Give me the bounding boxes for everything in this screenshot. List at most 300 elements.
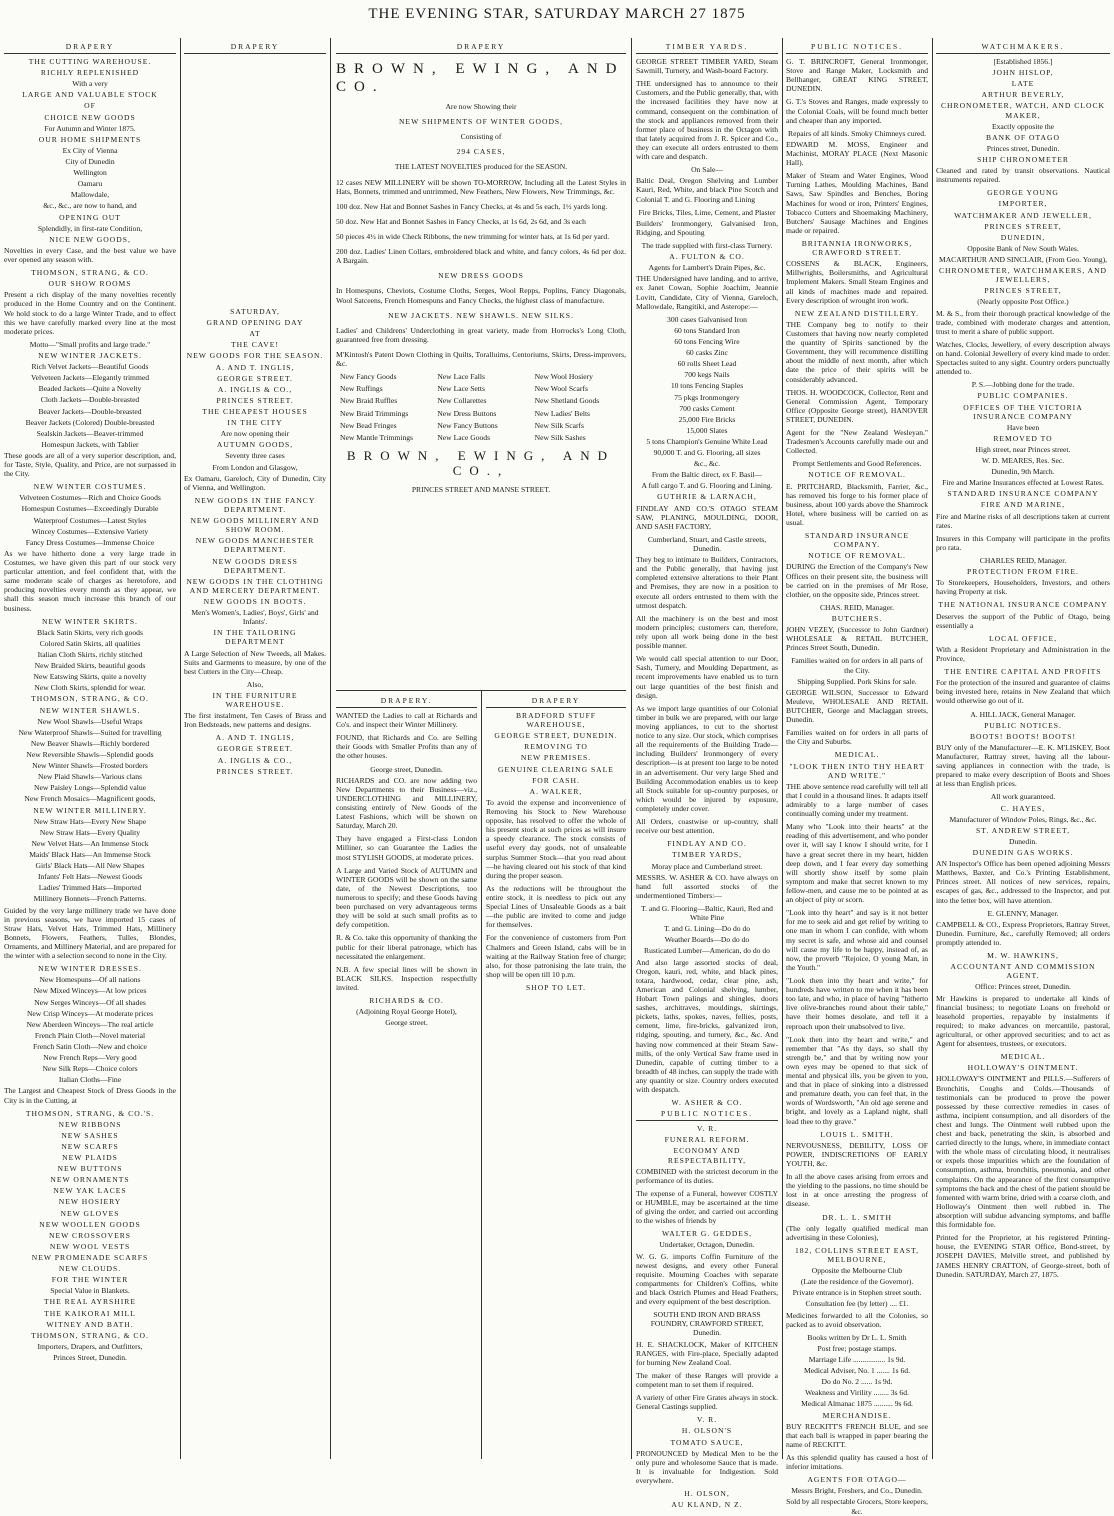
ad-line: CHRONOMETER, WATCHMAKERS, AND JEWELLERS, [938,266,1108,285]
ad-line: Deserves the support of the Public of Otago, being essentially a [936,611,1110,630]
ad-line: ST. ANDREW STREET, [976,825,1070,835]
ad-line: NEW WINTER DRESSES. [38,964,142,974]
ad-line: BOOTS! BOOTS! BOOTS! [969,731,1077,741]
ad-body [4,57,176,1362]
ad-line: A. FULTON & CO. [669,252,745,262]
ad-line: TIMBER YARDS, [671,850,743,860]
ad-line: Seventy three cases [225,451,285,461]
ad-line: THE ENTIRE CAPITAL AND PROFITS [944,667,1102,677]
ad-line: All the machinery is on the best and most modern principles; customers can, therefore, rely upon all work being done in the best possible manner. [636,613,778,651]
ad-line: Marriage Life ................. 1s 9d. [808,1355,906,1364]
table-cell: New Silk Scarfs [534,420,585,430]
ad-line: M'Kintosh's Patent Down Clothing in Quilts, Toralluims, Centoriums, Skirts, Dress-improvers, &c. [336,349,626,369]
ad-line: (Adjoining Royal George Hotel), [356,1007,457,1017]
ad-line: "Look then into thy heart and write," for hundreds have written to me when it has been too late, and who, in place of having "hitherto live olive-branches round about their table," have their homes desolate, and tell it a reproach upon their unabsolved to live. [786,975,928,1031]
ad-line: We would call special attention to our Door, Sash, Turnery, and Moulding Department, as recent improvements have enabled us to turn out large quantities of the best finish and design. [636,654,778,700]
ad-line: MEDICAL. [1000,1052,1046,1062]
ad-line: Sold by all respectable Grocers, Store keepers, &c. [786,1497,928,1516]
drapery-column-inglis [184,40,326,1455]
ad-line: Ex City of Vienna [62,145,118,155]
table-cell: New Braid Ruffles [340,396,398,406]
ad-body [336,102,626,368]
ad-line: New Wool Shawls—Useful Wraps [37,716,143,726]
ad-line: JOHN HISLOP, [992,68,1054,78]
column-heading: WATCHMAKERS. [936,42,1110,54]
table-cell: New Shetland Goods [534,396,600,406]
ad-line: G. T. BRINCROFT, General Ironmonger, Stove and Range Maker, Locksmith and Bellhanger, GREAT KING STREET, DUNEDIN. [786,57,928,94]
ad-line: Waterproof Costumes—Latest Styles [33,515,147,525]
ad-body [786,57,928,1516]
ad-line: Dunedin. [1008,836,1038,846]
ad-line: New Homespuns—Of all nations [39,975,141,985]
ad-line: NEW WOOL VESTS [49,1241,131,1251]
ad-line: Weather Boards—Do do do [664,935,750,945]
ad-line: WATCHMAKER AND JEWELLER, [954,210,1092,220]
ad-line: New Straw Hats—Every Quality [39,827,141,837]
column-heading: DRAPERY [184,42,326,54]
ad-line: THE KAIKORAI MILL [44,1308,136,1318]
ad-line: GEORGE YOUNG [987,188,1059,198]
ad-line: LARGE AND VALUABLE STOCK [22,90,158,100]
ad-line: GEORGE STREET. [217,744,293,754]
ad-line: 182, COLLINS STREET EAST, MELBOURNE, [794,1245,920,1265]
ad-line: The maker of these Ranges will provide a competent man to set them if required. [636,1370,778,1389]
ad-line: Undertaker, Octagon, Dunedin. [659,1240,755,1250]
ad-line: A Large Selection of New Tweeds, all Makes. Suits and Garments to measure, by one of the best Cutters in the City—Cheap. [184,648,326,676]
blank-space [184,57,326,307]
ad-line: Fancy Dress Costumes—Immense Choice [25,537,155,547]
ad-line: W. G. G. imports Coffin Furniture of the newest designs, and every other Funeral requisite. Mourning Coaches with separate compartments for Children's Coffins, white and black Ostrich Plumes and Head Feathers, and every equipment of the best description. [636,1251,778,1307]
ad-line: JOHN VEZEY, (Successor to John Gardner) WHOLESALE & RETAIL BUTCHER, Princes Street South, Dunedin. [786,625,928,653]
ad-line: Weakness and Virility ........ 3s 6d. [805,1388,909,1398]
column-heading: DRAPERY [336,42,626,54]
ad-line: Do do No. 2 ...... 1s 9d. [821,1377,893,1387]
ad-line: M. & S., from their thorough practical knowledge of the trade, combined with moderate charges and attention, trust to merit a share of public support. [936,308,1110,336]
table-cell: New Lace Falls [437,372,485,382]
ad-line: 25,000 Fire Bricks [678,414,736,424]
ad-line: CHAS. REID, Manager. [819,602,895,612]
ad-line: Families waited on for orders in all parts of the City. [791,656,923,675]
ad-line: NEW GOODS FOR THE SEASON. [186,351,324,361]
ad-line: New French Mosaics—Magnificent goods, [24,794,156,804]
ad-line: FOR CASH. [532,775,580,785]
ad-line: NEW ORNAMENTS [50,1175,130,1185]
ad-line: NEW SCARFS [61,1141,119,1151]
ad-line: High street, near Princes street. [975,444,1071,454]
table-cell: New Wool Scarfs [534,384,588,394]
ad-line: NEW GOODS MANCHESTER DEPARTMENT. [195,536,315,555]
ad-line: LOCAL OFFICE, [989,633,1057,643]
ad-line: Homespun Jackets, with Tablier [41,439,139,449]
ad-line: Velveteen Costumes—Rich and Choice Goods [19,493,161,503]
advert-footer-sub: PRINCES STREET AND MANSE STREET. [411,485,551,495]
ad-line: LATE [1011,79,1035,89]
ad-line: ACCOUNTANT AND COMMISSION AGENT. [950,962,1096,981]
ad-line: DUNEDIN GAS WORKS. [972,847,1074,857]
ad-line: PRINCES STREET, [984,221,1062,231]
table-cell: New Bead Fringes [340,420,397,430]
ad-line: NOTICE OF REMOVAL. [808,470,906,480]
ad-line: CAMPBELL & CO., Express Proprietors, Rattray Street, Dunedin. Furniture, &c., carefully Removed; all orders promptly attended to. [936,919,1110,947]
ad-line: The Largest and Cheapest Stock of Dress Goods in the City is in the Cutting, at [4,1086,176,1105]
ad-line: Cleaned and rated by transit observations. Nautical instruments repaired. [936,166,1110,185]
ad-line: "Look then into thy heart and write," and remember that "As thy days, so shall thy strength be," and that by writing now your own eyes may be opened to that sick of mental and physical ills, you be given to you, and that in place of sinking into a distressed and premature death, you can feel that, in the words of Wordsworth, "An old age serene and bright, and lovely as a Lapland night, shall lead thee to thy grave." [786,1034,928,1126]
ad-body [486,711,626,992]
ad-line: Special Value in Blankets. [50,1286,130,1296]
ad-line: AUTUMN GOODS, [216,440,294,450]
ad-line: From the Baltic direct, ex F. Basil— [651,470,763,480]
ad-line: SHOP TO LET. [525,982,587,992]
ad-line: With a Resident Proprietary and Administration in the Province, [936,644,1110,664]
ad-line: Post free; postage stamps. [817,1343,897,1353]
timber-yards-column [636,40,778,1510]
ad-line: GUTHRIE & LARNACH, [657,492,757,502]
ad-line: New French Reps—Very good [43,1053,137,1063]
ad-line: 50 doz. New Hat and Bonnet Sashes in Fancy Checks, at 1s 6d, 2s 6d, and 3s each [336,216,586,226]
ad-line: A. AND T. INGLIS, [215,733,295,743]
ad-line: New Cloth Skirts, splendid for wear. [34,683,146,693]
ad-line: 700 casks Cement [679,403,735,413]
ad-line: Men's Women's, Ladies', Boys', Girls' and Infants'. [191,608,319,627]
ad-line: ARTHUR BEVERLY, [981,90,1065,100]
ad-line: THE Undersigned have landing, and to arrive, ex Janet Cowan, Sophie Joachim, Jeannie Lovitt, Candidate, City of Vienna, Gareloch, Mallowdale, Rangitiki, and Asterope:— [636,274,778,311]
ad-line: New Serges Winceys—Of all shades [34,997,146,1007]
ad-line: THE above sentence read carefully will tell all that I could in a thousand lines. It adapts itself admirably to a large number of cases continually coming under my treatment. [786,781,928,819]
ad-line: French Plain Cloth—Novel material [34,1030,146,1040]
ad-line: COSSENS & BLACK, Engineers, Millwrights, Boilersmiths, and Agricultural Implement Makers. Small Steam Engines and all kinds of machines made and repaired. Every description of wrought iron work. [786,259,928,305]
ad-line: 50 pieces 4½ in wide Check Ribbons, the new trimming for winter hats, at 1s 6d per yard. [336,231,610,241]
ad-line: Builders' Ironmongery, Galvanised Iron, Ridging, and Spouting [636,218,778,237]
ad-line: SATURDAY, [230,307,280,316]
ad-line: 60 casks Zinc [686,348,728,358]
ad-line: On Sale— [691,165,723,175]
ad-line: Agent for the "New Zealand Wesleyan." Tradesmen's Accounts carefully made out and Collected. [786,428,928,456]
ad-line: They have engaged a First-class London Milliner, so can Guarantee the Ladies the most STYLISH GOODS, at moderate prices. [336,834,477,862]
ad-line: 200 doz. Ladies' Linen Collars, embroidered black and white, and fancy colors, 4s 6d per doz. A Bargain. [336,247,626,266]
column-heading: DRAPERY [4,42,176,54]
ad-line: Beaded Jackets—Quite a Novelty [38,384,142,394]
ad-line: As the reductions will be throughout the entire stock, it is needless to pick out any Special Lines of Unsaleable Goods as a bait —the public are invited to come and judge for themselves. [486,883,626,930]
ad-line: Wellington [73,168,107,178]
ad-line: AN Inspector's Office has been opened adjoining Messrs Matthews, Baxter, and Co.'s Printing Establishment, Princes street. All notices of new services, repairs, escapes of gas, &c., addressed to the Inspector, and put into the letter box, will have attention. [936,859,1110,905]
ad-line: BRADFORD STUFF WAREHOUSE, [515,711,597,730]
ad-line: Wincey Costumes—Extensive Variety [31,526,149,536]
ad-line: THOMSON, STRANG, & CO. [31,268,149,278]
ad-line: NEW SHIPMENTS OF WINTER GOODS, [398,117,564,127]
ad-line: NEW RIBBONS [58,1119,122,1129]
ad-line: All work guaranteed. [990,792,1056,802]
ad-line: NOTICE OF REMOVAL. [808,551,906,561]
ad-line: OUR HOME SHIPMENTS [38,134,142,144]
ad-line: NEW DRESS GOODS [438,271,524,281]
ad-line: Splendidly, in first-rate Condition, [37,223,143,233]
ad-line: George street, Dunedin. [370,764,443,774]
ad-line: W. D. MEARES, Res. Sec. [981,456,1065,466]
ad-line: NEW WINTER JACKETS. [38,350,142,360]
ad-line: Fire and Marine risks of all descriptions taken at current rates. [936,511,1110,530]
ad-line: Millinery Bonnets—French Patterns. [33,894,147,904]
ad-line: REMOVING TO [524,742,588,752]
ad-line: 60 tons Standard Iron [674,325,740,335]
ad-line: "Look into thy heart" and say is it not better for me to seek aid and get relief by writing to one man in whom I can confide, with whom my secret is safe, and whose aid and counsel will cause my life to be happy, instead of, as now, the proverb "Rejoice, O young Man, in the Youth." [786,908,928,972]
ad-line: THE CAVE! [231,340,279,350]
ad-line: For Autumn and Winter 1875. [44,123,136,133]
column-rule [180,38,181,1459]
ad-line: NEW JACKETS. NEW SHAWLS. NEW SILKS. [388,310,574,320]
ad-line: PRINCES STREET, [984,286,1062,296]
ad-line: AGENTS FOR OTAGO— [807,1475,907,1485]
ad-line: From London and Glasgow, [212,462,298,472]
ad-line: NEW GOODS IN THE FANCY DEPARTMENT. [194,495,316,514]
ad-line: To Storekeepers, Householders, Investors, and others having Property at risk. [936,578,1110,597]
ad-line: Importers, Drapers, and Outfitters, [37,1341,143,1351]
ad-line: All Orders, coastwise or up-country, shall receive our best attention. [636,817,778,836]
ad-line: P. S.—Jobbing done for the trade. [971,380,1075,390]
ad-line: NEW GOODS MILLINERY AND SHOW ROOM. [190,516,320,535]
ad-line: R. & Co. take this opportunity of thanking the public for their liberal patronage, which has necessitated the enlargement. [336,933,477,961]
ad-line: Present a rich display of the many novelties recently produced in the Home Country and on the Continent. We hold stock to do a large Winter Trade, and to effect this we have carefully marked every line at the most moderate prices. [4,290,176,336]
table-cell: New Lace Setts [437,384,485,394]
ad-line: H. OLSON, [684,1489,730,1499]
ad-line: H. OLSON'S [681,1426,733,1436]
ad-line: Princes Street, Dunedin. [53,1353,127,1363]
ad-line: BUY only of the Manufacturer—E. K. M'LISKEY, Boot Manufacturer, Rattray street, having all the labour-saving appliances in connection with the trade, is prepared to make every description of Boots and Shoes at less than English prices. [936,742,1110,789]
masthead: THE EVENING STAR, SATURDAY MARCH 27 1875 [368,6,746,22]
ad-line: New Eatswing Skirts, quite a novelty [33,672,147,682]
ad-line: NEW CLOUDS. [58,1264,122,1274]
ad-line: A. INGLIS & CO., [217,755,293,765]
ad-line: NEW PROMENADE SCARFS [31,1253,149,1263]
ad-line: FOUND, that Richards and Co. are Selling their Goods with Smaller Profits than any of the other houses. [336,733,477,761]
ad-line: NEW GOODS IN BOOTS. [203,596,307,606]
ad-line: Cloth Jackets—Double-breasted [40,395,140,405]
ad-line: Fire Bricks, Tiles, Lime, Cement, and Plaster [638,207,776,217]
ad-line: NEW BUTTONS [57,1164,123,1174]
ad-line: The trade supplied with first-class Turnery. [641,240,773,250]
ad-line: The expense of a Funeral, however COSTLY or HUMBLE, may be ascertained at the time of giving the order, and carried out according to the wishes of friends by [636,1188,778,1226]
ad-line: 100 doz. New Hat and Bonnet Sashes in Fancy Checks, at 4s and 5s each, 1½ yards long. [336,201,608,211]
richards-advert [336,694,477,1454]
ad-line: THE LATEST NOVELTIES produced for the SEASON. [394,162,568,172]
ad-line: THE NATIONAL INSURANCE COMPANY [938,600,1108,610]
ad-line: T. and G. Lining—Do do do [663,924,751,934]
ad-line: New Waterproof Shawls—Suited for travelling [18,727,162,737]
ad-line: PRINCES STREET. [216,395,294,405]
ad-line: Beaver Jackets—Double-breasted [38,406,142,416]
table-cell: New Fancy Buttons [437,420,498,430]
goods-table [340,372,622,442]
ad-line: ECONOMY AND RESPECTABILITY, [667,1146,747,1165]
ad-line: MEDICAL. [834,750,880,760]
ad-line: As we have hitherto done a very large trade in Costumes, we have given this part of our stock very particular attention, and feel confident that, with the same moderate scale of charges as heretofore, and producing novelties every month as they appear, we shall this season much increase this branch of our business. [4,548,176,613]
ad-body [936,57,1110,1279]
ad-line: NEW SASHES [61,1130,119,1140]
ad-line: WANTED the Ladies to call at Richards and Co's. and inspect their Winter Millinery. [336,711,477,730]
ad-line: Colored Satin Skirts, all qualities [39,638,141,648]
ad-line: LOUIS L. SMITH. [820,1129,894,1139]
ad-line: 10 tons Fencing Staples [670,381,744,391]
ad-line: Velveteen Jackets—Elegantly trimmed [30,373,150,383]
ad-line: New Silk Reps—Choice colors [42,1064,138,1074]
ad-line: French Satin Cloth—New and choice [33,1041,147,1051]
ad-line: NEW PREMISES. [520,753,592,763]
ad-line: FIRE AND MARINE, [980,500,1066,510]
table-cell: New Collarettes [437,396,487,406]
ad-line: CHRONOMETER, WATCH, AND CLOCK MAKER, [940,101,1106,120]
ad-line: FINDLAY AND CO.'S OTAGO STEAM SAW, PLANING, MOULDING, DOOR, AND SASH FACTORY, [636,503,778,531]
ad-line: THE REAL AYRSHIRE [44,1297,136,1307]
ad-line: MACARTHUR AND SINCLAIR, (From Geo. Young), [938,254,1108,264]
brown-ewing-advert [336,40,626,688]
ad-line: 12 cases NEW MILLINERY will be shown TO-MORROW, Including all the Latest Styles in Hats, Bonnets, trimmed and untrimmed, New Feathers, New Flowers, New Trimmings, &c. [336,177,626,196]
ad-line: Maids' Black Hats—An Immense Stock [29,849,151,859]
ad-line: Are now Showing their [445,102,517,111]
ad-line: GRAND OPENING DAY [206,318,304,328]
ad-line: C. HAYES, [1000,803,1046,813]
ad-line: PROTECTION FROM FIRE. [967,567,1079,577]
ad-line: A. INGLIS & CO., [217,384,293,394]
ad-line: NEW CROSSOVERS [48,1230,131,1240]
ad-line: BRITANNIA IRONWORKS, CRAWFORD STREET. [801,238,913,258]
ad-line: NEW WINTER SKIRTS. [42,616,138,626]
ad-line: THOMSON, STRANG, & CO. [31,694,149,704]
ad-line: These goods are all of a very superior description, and, for Taste, Style, Quality, and Price, are not surpassed in the City. [4,450,176,479]
public-notices-column [786,40,928,1516]
ad-line: HOLLOWAY'S OINTMENT and PILLS.—Sufferers of Bronchitis, Coughs and Colds.—Thousands of testimonials can be produced to prove the power possessed by these corrective remedies in cases of asthma, incipient consumption, and all disorders of the chest and lungs. The Ointment well rubbed upon the chest and back, penetrating the skin, is absorbed and carried directly to the lungs, where, in immediate contact with the whole mass of circulating blood, it neutralises or expels those impurities which are the foundation of consumption, asthma, bronchitis, pneumonia, and other complaints. On the appearance of the first consumptive symptoms the back and the chest of the patient should be fomented with warm brine, dried with a coarse cloth, and Holloway's Ointment then well rubbed in. The absorption will subdue advancing symptoms, and baffle this formidable foe. [936,1074,1110,1230]
ad-line: New Winter Shawls—Frosted borders [32,761,148,771]
table-cell: New Ladies' Belts [534,408,591,418]
ad-line: MERCHANDISE. [822,1410,892,1420]
ad-line: 60 rolls Sheet Lead [677,359,737,369]
ad-line: Black Satin Skirts, very rich goods [37,627,143,637]
ad-line: Mallowdale, [70,190,110,200]
ad-line: A. HILL JACK, General Manager. [970,709,1076,719]
ad-line: Are now opening their [220,429,290,439]
watchmakers-column [936,40,1110,1455]
ad-line: Infants' Felt Hats—Newest Goods [37,872,143,882]
ad-line: 15,000 Slates [686,425,728,435]
ad-line: STANDARD INSURANCE COMPANY. [804,531,910,550]
ad-line: Italian Cloths—Fine [58,1075,122,1085]
ad-line: BUY RECKITT'S FRENCH BLUE, and see that each ball is wrapped in paper bearing the name of RECKITT. [786,1421,928,1449]
ad-line: Medical Adviser, No. 1 ....... 1s 6d. [804,1366,910,1376]
table-cell: New Mantle Trimmings [340,432,413,442]
ad-line: Novelties in every Case, and the best value we have ever opened any season with. [4,245,176,264]
ad-line: A full cargo T. and G. Flooring and Lining. [641,481,773,491]
ad-line: Many who "Look into their hearts" at the reading of this advertisement, and who ponder over it, will say I know I should write, for I have a great secret there in my heart, hidden deep down, and I fear every day something will shortly show itself by some plain symptom and make that secret known to my fellow-men, and cause me to be pointed at as an object of pity or scorn. [786,822,928,905]
ad-line: 294 CASES, [456,147,506,157]
ad-line: [Established 1856.] [993,57,1053,66]
ad-line: PUBLIC NOTICES. [984,720,1062,730]
column-rule [782,38,783,1459]
advert-footer-title: BROWN, EWING, AND CO., [346,447,616,479]
ad-line: STANDARD INSURANCE COMPANY [947,489,1099,499]
ad-line: NEW YAK LACES [53,1186,127,1196]
ad-line: For the protection of the insured and guarantee of claims being invested here, retains in New Zealand that which would otherwise go out of it. [936,678,1110,706]
ad-line: For the convenience of customers from Port Chalmers and Green Island, cabs will be in waiting at the Railway Station free of charge; also, for those patronising the late train, the shop will be open till 10 p.m. [486,933,626,979]
ad-line: Maker of Steam and Water Engines, Wood Turning Lathes, Moulding Machines, Band Saws, Saw Spindles and Benches, Boring Machines for wood or iron, Printers' Engines, Tobacco Cutters and Shoemaking Machinery, Butchers' Sausage Machines and Engines made or repaired. [786,171,928,235]
ad-line: 300 cases Galvanised Iron [667,314,747,324]
ad-line: Private entrance is in Stephen street south. [792,1288,922,1298]
ad-line: New Aberdeen Winceys—The real article [26,1019,154,1029]
table-cell: New Wool Hosiery [534,372,593,382]
ad-line: 75 pkgs Ironmongery [674,392,740,402]
ad-line: WITNEY AND BATH. [46,1319,134,1329]
ad-line: CHARLES REID, Manager. [979,556,1067,566]
ad-line: Princes street, Dunedin. [986,143,1060,153]
ad-line: Opposite Bank of New South Wales. [967,243,1079,253]
ad-line: NEW GLOVES [60,1208,120,1218]
ad-line: RICHLY REPLENISHED [40,68,140,78]
ad-line: FINDLAY AND CO. [667,839,747,849]
ad-line: E. GLENNY, Manager. [987,908,1059,918]
ad-body [636,57,778,1107]
drapery-column-thomson-strang [4,40,176,1455]
table-cell: New Braid Trimmings [340,408,409,418]
ad-line: THE Company beg to notify to their Customers that having now nearly completed the quantity of Spirits sanctioned by the Government, they will recommence distilling about the middle of next month, after which date the price of their spirits will be considerably advanced. [786,319,928,384]
ad-line: Italian Cloth Skirts, richly stitched [37,650,143,660]
ad-line: Rich Velvet Jackets—Beautiful Goods [31,362,149,372]
ad-line: RICHARDS and CO. are now adding two New Departments to their Business—viz., UNDERCLOTHING and MILLINERY, consisting entirely of New Goods of the Latest Fashions, which will be shown on Saturday, March 20. [336,775,477,831]
ad-line: City of Dunedin [65,156,115,166]
ad-line: NEW WINTER COSTUMES. [33,482,147,492]
ad-line: George street. [385,1018,428,1028]
ad-line: EDWARD M. MOSS, Engineer and Machinist, MORAY PLACE (Next Masonic Hall). [786,139,928,168]
ad-line: Moray place and Cumberland street. [651,861,763,871]
ad-line: DURING the Erection of the Company's New Offices on their present site, the business will be carried on in the premises of Mr Rose, clothier, on the opposite side, Princes street. [786,562,928,599]
ad-line: E. PRITCHARD, Blacksmith, Farrier, &c., has removed his forge to his former place of business, about 100 yards above the Shamrock Hotel, where business will be carried on as usual. [786,481,928,528]
ad-line: &c., &c., are now to hand, and [43,201,137,211]
ad-line: DUNEDIN, [1000,232,1046,242]
ad-line: Shipping Supplied. Pork Skins for sale. [797,676,917,686]
ad-line: T. and G. Flooring—Baltic, Kauri, Red and White Pine [641,903,773,923]
ad-line: TOMATO SAUCE, [670,1437,744,1447]
ad-line: Office: Princes street, Dunedin. [975,982,1071,992]
ad-line: Fire and Marine Insurances effected at Lowest Rates. [942,478,1104,488]
ad-line: PUBLIC COMPANIES. [977,391,1069,401]
ad-line: In Homespuns, Cheviots, Costume Cloths, Serges, Wool Repps, Poplins, Fancy Diagonals, Wool Satceens, French Homespuns and Fancy Checks, the highest class of manufacture. [336,286,626,305]
ad-line: NEW PLAIDS [62,1153,118,1163]
ad-line: GEORGE STREET TIMBER YARD, Steam Sawmill, Turnery, and Wash-board Factory. [636,57,778,76]
ad-line: THOMSON, STRANG, & CO.'S. [25,1108,155,1118]
ad-line: OUR SHOW ROOMS [48,279,132,289]
ad-line: New Velvet Hats—An Immense Stock [31,838,149,848]
ad-line: OFFICES OF THE VICTORIA INSURANCE COMPANY [963,402,1083,421]
column-rule [631,38,632,1459]
ad-line: (The only legally qualified medical man advertising in these Colonies), [786,1223,928,1242]
ad-line: COMBINED with the strictest decorum in the performance of its duties. [636,1166,778,1185]
ad-line: 700 kegs Nails [684,370,730,380]
ad-line: BUTCHERS. [831,614,883,624]
table-cell: New Lace Goods [437,432,491,442]
advert-title: BROWN, EWING, AND CO. [336,61,625,95]
ad-line: Insurers in this Company will participate in the profits pro rata. [936,533,1110,552]
ad-line: Messrs Bright, Freshers, and Co., Dunedin. [791,1486,923,1496]
ad-line: NEW GOODS IN THE CLOTHING AND MERCERY DEPARTMENT. [186,576,324,595]
ad-line: IN THE TAILORING DEPARTMENT [213,628,297,647]
ad-line: THE undersigned has to announce to their Customers, and the Public generally, that, with the increased facilities they have now at command, consequent on the combination of the stock and appliances removed from their former place of business in the Octagon with that lately acquired from J. R. Spicer and Co., they can execute all orders entrusted to them with care and despatch. [636,79,778,162]
ad-line: Sealskin Jackets—Beaver-trimmed [36,428,144,438]
ad-line: A. AND T. INGLIS, [215,362,295,372]
ad-line: RICHARDS & CO. [369,996,444,1006]
ad-line: OF [84,101,96,111]
ad-line: 5 tons Champion's Genuine White Lead [646,436,768,446]
ad-line: Have been [1006,422,1040,432]
ad-line: A variety of other Fire Grates always in stock. General Castings supplied. [636,1393,778,1412]
ad-line: Prompt Settlements and Good References. [792,459,922,469]
ad-line: Dunedin, 9th March. [991,467,1055,477]
ad-line: New Paisley Longs—Splendid value [34,783,146,793]
